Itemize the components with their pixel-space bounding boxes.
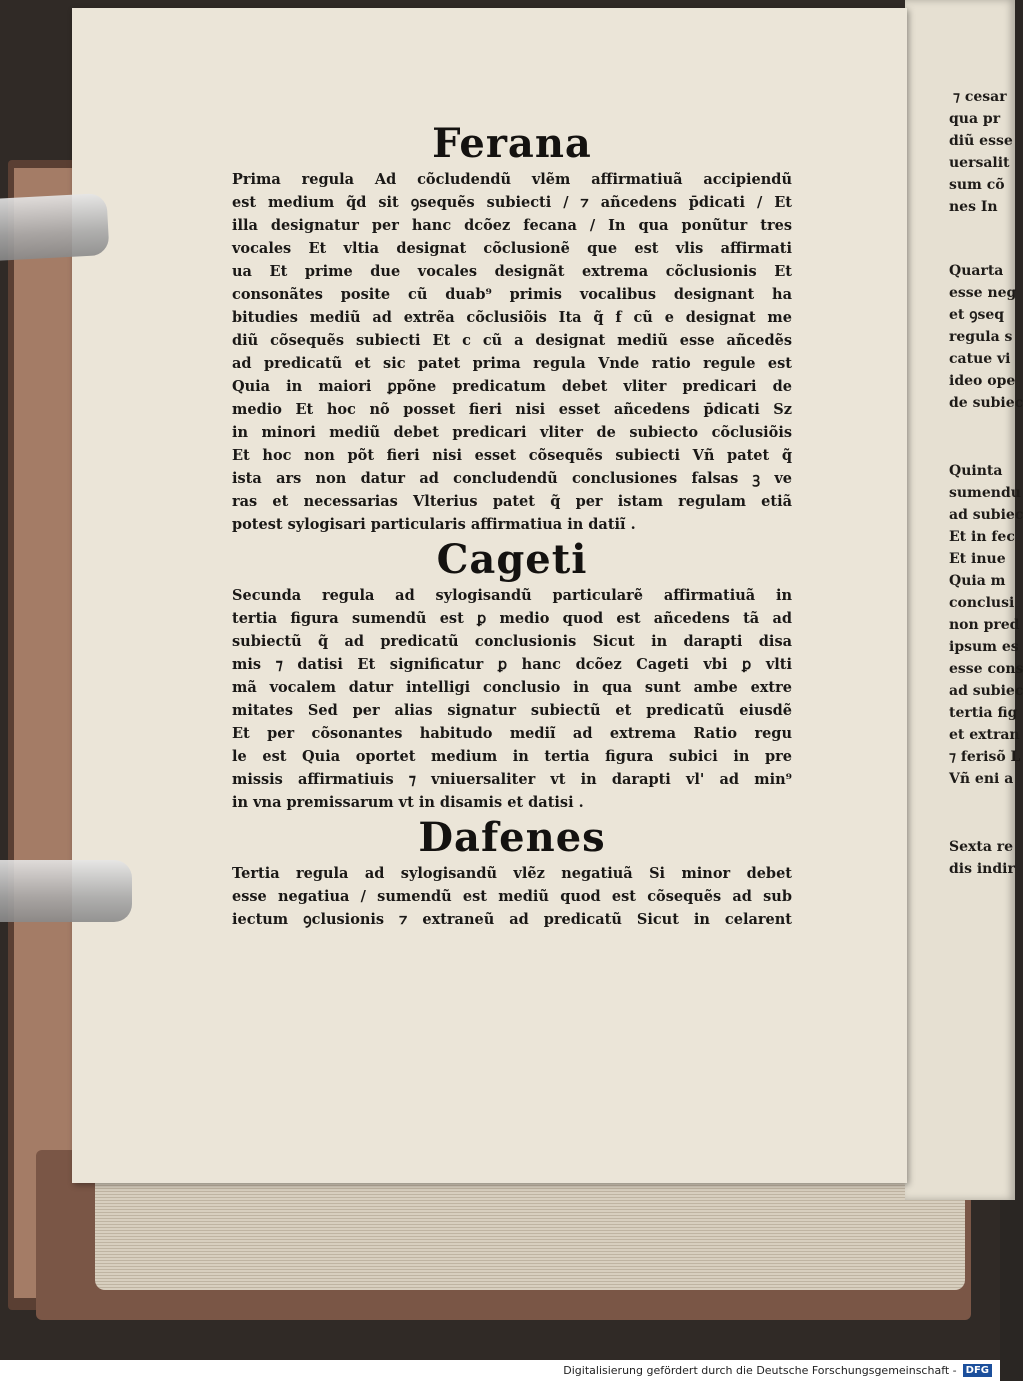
right-fragment: ad subiec [949, 683, 1023, 699]
text-line: Tertia regula ad sylogisandũ vlẽz negatiuã Si minor debet [232, 865, 792, 882]
right-fragment: dis indir [949, 861, 1015, 877]
right-fragment: nes In [949, 199, 998, 215]
text-line: le est Quia oportet medium in tertia figura subici in pre [232, 748, 792, 765]
section-heading: Cageti [436, 536, 588, 583]
funding-notice: Digitalisierung gefördert durch die Deutsche Forschungsgemeinschaft - [563, 1364, 957, 1377]
right-fragment: sumendu [949, 485, 1021, 501]
page-edges [95, 1180, 965, 1290]
footer-bar [0, 1360, 1000, 1381]
section-paragraph [232, 584, 792, 814]
right-fragment: ad subiec [949, 507, 1023, 523]
text-line: mã vocalem datur intelligi conclusio in qua sunt ambe extre [232, 679, 792, 696]
right-fragment: esse cons [949, 661, 1023, 677]
right-fragment: Quinta [949, 463, 1003, 479]
text-line: Secunda regula ad sylogisandũ particularẽ affirmatiuã in [232, 587, 792, 604]
right-fragment: regula s [949, 329, 1013, 345]
text-block [232, 120, 792, 931]
text-line: in vna premissarum vt in disamis et datisi . [232, 794, 584, 811]
right-fragment: et extran [949, 727, 1020, 743]
right-fragment: ipsum es [949, 639, 1019, 655]
text-line: ua Et prime due vocales designãt extrema cõclusionis Et [232, 263, 792, 280]
right-fragment: diũ esse [949, 133, 1013, 149]
text-line: illa designatur per hanc dcõez fecana / In qua ponũtur tres [232, 217, 792, 234]
text-line: esse negatiua / sumendũ est mediũ quod est cõsequẽs ad sub [232, 888, 792, 905]
text-line: Prima regula Ad cõcludendũ vlẽm affirmatiuã accipiendũ [232, 171, 792, 188]
text-line: mitates Sed per alias signatur subiectũ et predicatũ eiusdẽ [232, 702, 792, 719]
text-line: iectum ꝯclusionis ⁊ extraneũ ad predicatũ Sicut in celarent [232, 911, 792, 928]
text-line: bitudies mediũ ad extrẽa cõclusiõis Ita q̃ f cũ e designat me [232, 309, 792, 326]
right-fragment: uersalit [949, 155, 1010, 171]
text-line: medio Et hoc nõ posset fieri nisi esset añcedens p̄dicati Sz [232, 401, 792, 418]
right-fragment: ⁊ ferisõ L [949, 749, 1021, 765]
text-line: consonãtes posite cũ duab⁹ primis vocalibus designant ha [232, 286, 792, 303]
text-line: mis ⁊ datisi Et significatur ꝑ hanc dcõez Cageti vbi ꝑ vlti [232, 656, 792, 673]
dfg-logo-icon: DFG [963, 1364, 992, 1377]
right-fragment: Et in fec [949, 529, 1015, 545]
text-line: potest sylogisari particularis affirmatiua in datiĩ . [232, 516, 636, 533]
right-fragment: tertia fig [949, 705, 1018, 721]
right-fragment: qua pr [949, 111, 1001, 127]
section-heading: Dafenes [418, 814, 606, 861]
right-fragment: catue vi [949, 351, 1011, 367]
text-line: diũ cõsequẽs subiecti Et c cũ a designat mediũ esse añcedẽs [232, 332, 792, 349]
right-fragment: ⁊ cesar [953, 89, 1007, 105]
right-fragment: Sexta re [949, 839, 1014, 855]
right-fragment: Et inue [949, 551, 1006, 567]
text-line: in minori mediũ debet predicari vliter de subiecto cõclusiõis [232, 424, 792, 441]
text-line: tertia figura sumendũ est ꝑ medio quod est añcedens tã ad [232, 610, 792, 627]
right-fragment: Quarta [949, 263, 1004, 279]
right-fragment: ideo ope [949, 373, 1016, 389]
text-line: ras et necessarias Vlterius patet q̃ per istam regulam etiã [232, 493, 792, 510]
text-line: missis affirmatiuis ⁊ vniuersaliter vt in darapti vl' ad min⁹ [232, 771, 792, 788]
text-line: Et hoc non põt fieri nisi esset cõsequẽs subiecti Vñ patet q̃ [232, 447, 792, 464]
page-clip-bottom [0, 860, 132, 922]
right-fragment: sum cõ [949, 177, 1005, 193]
text-line: ista ars non datur ad concludendũ conclusiones falsas ꝫ ve [232, 470, 792, 487]
section-heading: Ferana [432, 120, 592, 167]
text-line: est medium q̃d sit ꝯsequẽs subiecti / ⁊ añcedens p̄dicati / Et [232, 194, 792, 211]
section-paragraph [232, 862, 792, 931]
text-line: vocales Et vltia designat cõclusionẽ que est vlis affirmati [232, 240, 792, 257]
right-fragment: non pred [949, 617, 1020, 633]
page-clip-top [0, 193, 110, 261]
text-line: subiectũ q̃ ad predicatũ conclusionis Sicut in darapti disa [232, 633, 792, 650]
text-line: ad predicatũ et sic patet prima regula Vnde ratio regule est [232, 355, 792, 372]
right-page [905, 0, 1023, 1200]
right-fragment: Vñ eni a [949, 771, 1014, 787]
section-paragraph [232, 168, 792, 536]
text-line: Quia in maiori ꝑpõne predicatum debet vliter predicari de [232, 378, 792, 395]
right-fragment: conclusi [949, 595, 1015, 611]
right-fragment: Quia m [949, 573, 1006, 589]
right-fragment: esse neg [949, 285, 1017, 301]
text-line: Et per cõsonantes habitudo mediĩ ad extrema Ratio regu [232, 725, 792, 742]
right-fragment: de subiec [949, 395, 1023, 411]
right-fragment: et ꝯseq [949, 307, 1005, 323]
